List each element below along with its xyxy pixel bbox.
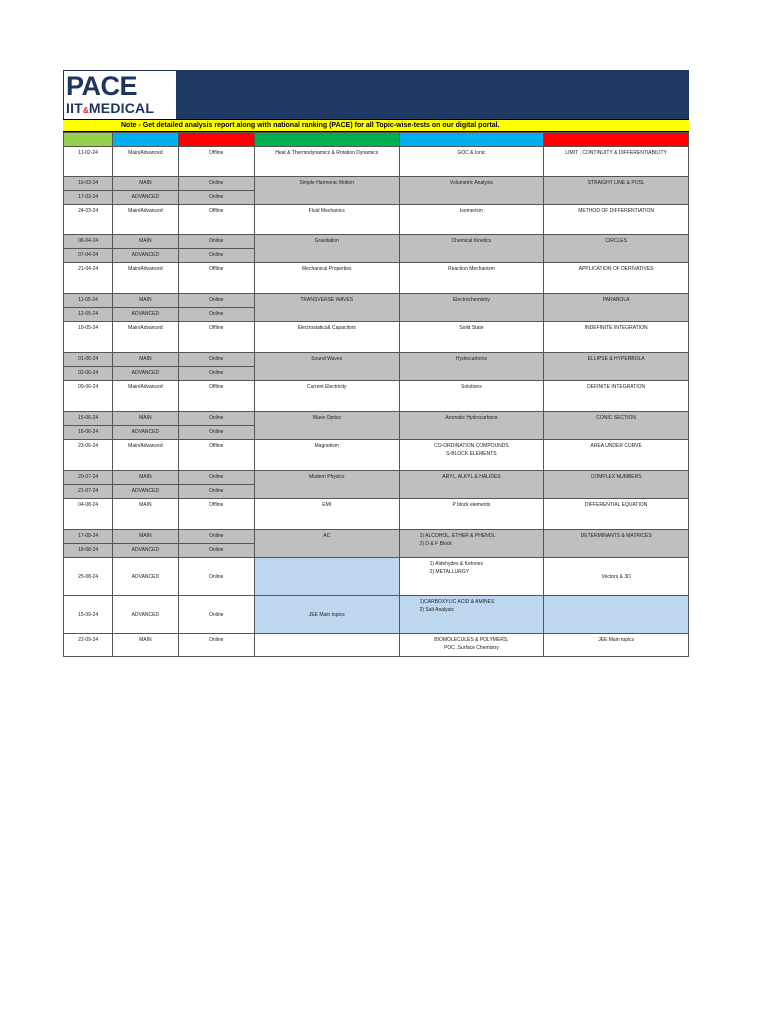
date-cell: 21-04-24 bbox=[64, 263, 113, 294]
mode-cell: Offline bbox=[178, 263, 254, 294]
color-cell-physics bbox=[254, 133, 399, 147]
physics-cell: Sound Waves bbox=[254, 353, 399, 381]
table-row bbox=[64, 147, 689, 177]
maths-cell: STRAIGHT LINE & POSL bbox=[544, 177, 689, 205]
maths-cell: ELLIPSE & HYPERBOLA bbox=[544, 353, 689, 381]
header-banner bbox=[176, 70, 689, 119]
logo-sub-right: MEDICAL bbox=[88, 100, 155, 116]
mode-cell: Offline bbox=[178, 440, 254, 471]
schedule-table bbox=[63, 132, 689, 657]
table-row bbox=[64, 205, 689, 235]
chemistry-line-1: CO-ORDINATION COMPOUNDS bbox=[434, 443, 509, 449]
mode-cell: Offline bbox=[178, 205, 254, 235]
chemistry-line-2: POC ,Surface Chemistry bbox=[444, 645, 499, 651]
mode-cell: Online bbox=[178, 426, 254, 440]
date-cell: 04-08-24 bbox=[64, 499, 113, 530]
chemistry-cell: P block elements bbox=[399, 499, 544, 530]
chemistry-cell: Hydrocarbons bbox=[399, 353, 544, 381]
table-row bbox=[64, 440, 689, 471]
date-cell: 22-09-24 bbox=[64, 634, 113, 657]
chemistry-cell bbox=[399, 530, 544, 558]
chemistry-line-2: 2) Salt Analysis bbox=[419, 607, 454, 613]
color-cell-type bbox=[113, 133, 178, 147]
maths-cell: CIRCLES bbox=[544, 235, 689, 263]
chemistry-cell bbox=[399, 558, 544, 596]
header bbox=[63, 70, 689, 119]
date-cell: 21-07-24 bbox=[64, 485, 113, 499]
physics-cell bbox=[254, 634, 399, 657]
type-cell: Main/Advanced bbox=[113, 205, 178, 235]
maths-cell bbox=[544, 596, 689, 634]
table-row bbox=[64, 634, 689, 657]
chemistry-line-1: 1)CARBOXYLIC ACID & AMINES bbox=[419, 599, 495, 605]
mode-cell: Online bbox=[178, 412, 254, 426]
maths-cell: DIFFERENTIAL EQUATION bbox=[544, 499, 689, 530]
physics-cell: Gravitation bbox=[254, 235, 399, 263]
physics-cell: Heat & Thermodynamics & Rotation Dynamics bbox=[254, 147, 399, 177]
type-cell: ADVANCED bbox=[113, 544, 178, 558]
type-cell: Main/Advanced bbox=[113, 263, 178, 294]
type-cell: ADVANCED bbox=[113, 426, 178, 440]
maths-cell: COMPLEX NUMBERS bbox=[544, 471, 689, 499]
chemistry-line-2: 2) D & F Block bbox=[419, 541, 452, 547]
mode-cell: Online bbox=[178, 558, 254, 596]
date-cell: 25-08-24 bbox=[64, 558, 113, 596]
table-row bbox=[64, 177, 689, 191]
date-cell: 07-04-24 bbox=[64, 249, 113, 263]
maths-cell: INDEFINITE INTEGRATION bbox=[544, 322, 689, 353]
chemistry-line-1: BIOMOLECULES & POLYMERS, bbox=[434, 637, 509, 643]
table-row bbox=[64, 471, 689, 485]
mode-cell: Online bbox=[178, 249, 254, 263]
date-cell: 19-05-24 bbox=[64, 322, 113, 353]
table-row bbox=[64, 499, 689, 530]
schedule-sheet bbox=[63, 70, 689, 657]
type-cell: MAIN bbox=[113, 530, 178, 544]
maths-cell: DETERMINANTS & MATRICES bbox=[544, 530, 689, 558]
color-header-row bbox=[64, 133, 689, 147]
type-cell: MAIN bbox=[113, 471, 178, 485]
physics-cell: JEE Main topics bbox=[254, 596, 399, 634]
color-cell-mode bbox=[178, 133, 254, 147]
date-cell: 20-07-24 bbox=[64, 471, 113, 485]
color-cell-date bbox=[64, 133, 113, 147]
chemistry-line-2: S-BLOCK ELEMENTS bbox=[446, 451, 497, 457]
logo-subtitle bbox=[66, 100, 154, 119]
type-cell: MAIN bbox=[113, 634, 178, 657]
chemistry-line-1: 1) ALCOHOL, ETHER & PHENOL bbox=[419, 533, 496, 539]
type-cell: ADVANCED bbox=[113, 191, 178, 205]
mode-cell: Online bbox=[178, 530, 254, 544]
chemistry-cell: Chemical Kinetics bbox=[399, 235, 544, 263]
chemistry-cell: Aromatic Hydrocarbons bbox=[399, 412, 544, 440]
chemistry-cell: Volumetric Analysis bbox=[399, 177, 544, 205]
physics-cell: TRANSVERSE WAVES bbox=[254, 294, 399, 322]
physics-cell: Fluid Mechanics bbox=[254, 205, 399, 235]
date-cell: 06-04-24 bbox=[64, 235, 113, 249]
type-cell: ADVANCED bbox=[113, 596, 178, 634]
type-cell: MAIN bbox=[113, 235, 178, 249]
chemistry-line-2: 2) METALLURGY bbox=[429, 569, 469, 575]
table-row bbox=[64, 294, 689, 308]
date-cell: 15-06-24 bbox=[64, 412, 113, 426]
physics-cell: Simple Harmonic Motion bbox=[254, 177, 399, 205]
color-cell-chemistry bbox=[399, 133, 544, 147]
date-cell: 15-09-24 bbox=[64, 596, 113, 634]
table-row bbox=[64, 596, 689, 634]
type-cell: MAIN bbox=[113, 412, 178, 426]
type-cell: MAIN bbox=[113, 177, 178, 191]
pace-logo bbox=[63, 70, 176, 119]
chemistry-cell bbox=[399, 440, 544, 471]
table-row bbox=[64, 558, 689, 596]
mode-cell: Online bbox=[178, 596, 254, 634]
chemistry-cell: Isomerism bbox=[399, 205, 544, 235]
type-cell: ADVANCED bbox=[113, 558, 178, 596]
physics-cell: Magnetism bbox=[254, 440, 399, 471]
mode-cell: Online bbox=[178, 235, 254, 249]
physics-cell: Electrostatics& Capacitors bbox=[254, 322, 399, 353]
maths-cell: LIMIT , CONTINUITY & DIFFERENTIABILITY bbox=[544, 147, 689, 177]
mode-cell: Online bbox=[178, 367, 254, 381]
type-cell: ADVANCED bbox=[113, 308, 178, 322]
mode-cell: Offline bbox=[178, 381, 254, 412]
mode-cell: Online bbox=[178, 634, 254, 657]
date-cell: 09-06-24 bbox=[64, 381, 113, 412]
mode-cell: Offline bbox=[178, 322, 254, 353]
physics-cell: Wave Optics bbox=[254, 412, 399, 440]
mode-cell: Online bbox=[178, 191, 254, 205]
chemistry-cell bbox=[399, 634, 544, 657]
mode-cell: Offline bbox=[178, 499, 254, 530]
physics-cell: Current Electricity bbox=[254, 381, 399, 412]
maths-cell: CONIC SECTION bbox=[544, 412, 689, 440]
chemistry-cell: ARYL, ALKYL & HALIDES bbox=[399, 471, 544, 499]
type-cell: MAIN bbox=[113, 353, 178, 367]
mode-cell: Online bbox=[178, 485, 254, 499]
table-row bbox=[64, 235, 689, 249]
table-row bbox=[64, 353, 689, 367]
table-row bbox=[64, 381, 689, 412]
maths-cell: AREA UNDER CURVE bbox=[544, 440, 689, 471]
physics-cell: Modern Physics bbox=[254, 471, 399, 499]
type-cell: Main/Advanced bbox=[113, 322, 178, 353]
type-cell: ADVANCED bbox=[113, 367, 178, 381]
mode-cell: Offline bbox=[178, 147, 254, 177]
mode-cell: Online bbox=[178, 177, 254, 191]
physics-cell bbox=[254, 558, 399, 596]
date-cell: 17-03-24 bbox=[64, 191, 113, 205]
type-cell: ADVANCED bbox=[113, 249, 178, 263]
date-cell: 18-08-24 bbox=[64, 544, 113, 558]
logo-sub-left: IIT bbox=[66, 100, 83, 116]
maths-cell: JEE Main topics bbox=[544, 634, 689, 657]
chemistry-cell: Reaction Mechanism bbox=[399, 263, 544, 294]
date-cell: 24-03-24 bbox=[64, 205, 113, 235]
physics-cell: Mechanical Properties bbox=[254, 263, 399, 294]
date-cell: 16-06-24 bbox=[64, 426, 113, 440]
date-cell: 16-03-24 bbox=[64, 177, 113, 191]
table-row bbox=[64, 530, 689, 544]
maths-cell: DEFINITE INTEGRATION bbox=[544, 381, 689, 412]
note-bar: Note - Get detailed analysis report along with national ranking (PACE) for all Topic-wise-tests on our digital portal. bbox=[63, 119, 689, 132]
mode-cell: Online bbox=[178, 308, 254, 322]
maths-cell: Vectors & 3D bbox=[544, 558, 689, 596]
maths-cell: APPLICATION OF DERIVATIVES bbox=[544, 263, 689, 294]
chemistry-cell: GOC & Ionic bbox=[399, 147, 544, 177]
table-row bbox=[64, 412, 689, 426]
mode-cell: Online bbox=[178, 544, 254, 558]
chemistry-cell: Electrochemistry bbox=[399, 294, 544, 322]
logo-brand: PACE bbox=[66, 71, 138, 101]
physics-cell: AC bbox=[254, 530, 399, 558]
chemistry-line-1: 1) Aldehydes & Ketones bbox=[429, 561, 483, 567]
mode-cell: Online bbox=[178, 471, 254, 485]
maths-cell: PARABOLA bbox=[544, 294, 689, 322]
type-cell: Main/Advanced bbox=[113, 381, 178, 412]
date-cell: 02-06-24 bbox=[64, 367, 113, 381]
color-cell-maths bbox=[544, 133, 689, 147]
date-cell: 12-05-24 bbox=[64, 308, 113, 322]
type-cell: ADVANCED bbox=[113, 485, 178, 499]
chemistry-cell bbox=[399, 596, 544, 634]
date-cell: 11-05-24 bbox=[64, 294, 113, 308]
type-cell: MAIN bbox=[113, 294, 178, 308]
date-cell: 11-02-24 bbox=[64, 147, 113, 177]
logo-sub-amp: & bbox=[82, 106, 89, 115]
type-cell: MAIN bbox=[113, 499, 178, 530]
mode-cell: Online bbox=[178, 294, 254, 308]
date-cell: 17-08-24 bbox=[64, 530, 113, 544]
chemistry-cell: Solutions bbox=[399, 381, 544, 412]
chemistry-cell: Solid State bbox=[399, 322, 544, 353]
table-row bbox=[64, 322, 689, 353]
type-cell: Main/Advanced bbox=[113, 440, 178, 471]
physics-cell: EMI bbox=[254, 499, 399, 530]
mode-cell: Online bbox=[178, 353, 254, 367]
date-cell: 23-06-24 bbox=[64, 440, 113, 471]
type-cell: Main/Advanced bbox=[113, 147, 178, 177]
table-row bbox=[64, 263, 689, 294]
maths-cell: METHOD OF DIFFERENTIATION bbox=[544, 205, 689, 235]
date-cell: 01-06-24 bbox=[64, 353, 113, 367]
